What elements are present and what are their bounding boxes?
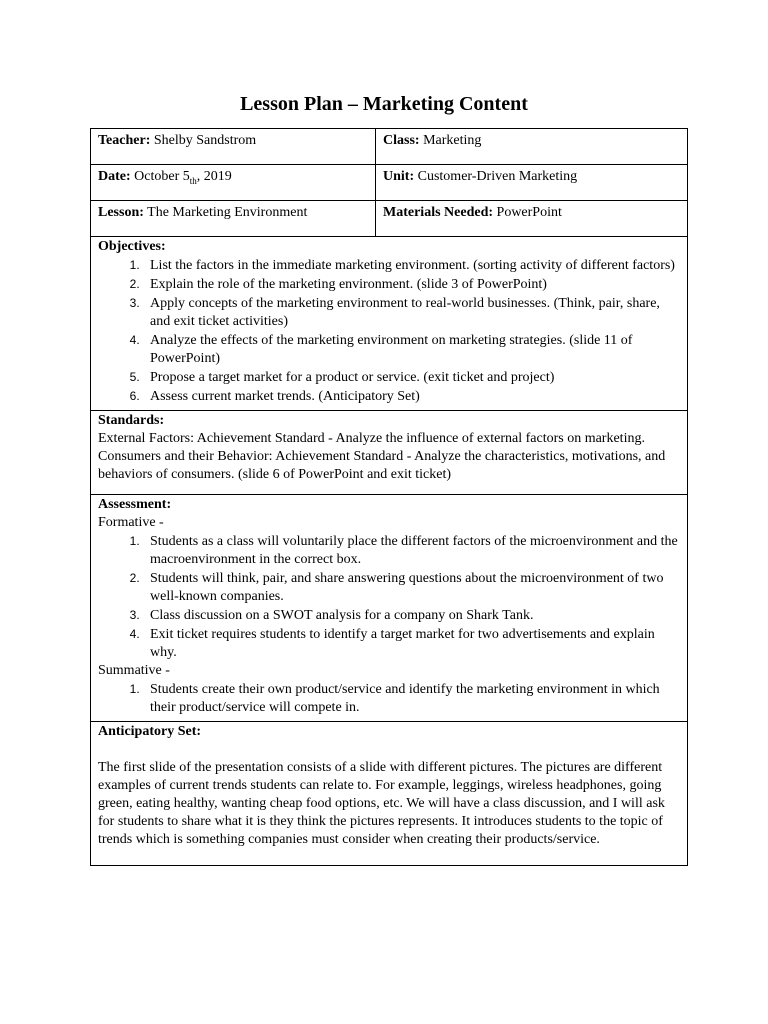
date-cell — [91, 165, 376, 200]
standard-consumers: Consumers and their Behavior: Achievement Standard - Analyze the characteristics, motivations, and behaviors of consumers. (slide 6 of PowerPoint and exit ticket) — [98, 449, 666, 482]
objective-item: 2. Explain the role of the marketing environment. (slide 3 of PowerPoint) — [143, 275, 680, 294]
assessment-section — [91, 495, 687, 722]
formative-list — [98, 532, 680, 662]
page-title: Lesson Plan – Marketing Content — [240, 93, 528, 115]
unit-label: Unit: — [383, 169, 415, 184]
lesson-label: Lesson: — [98, 205, 144, 220]
unit-cell — [376, 165, 687, 200]
formative-label: Formative - — [98, 515, 164, 530]
objective-item: 3. Apply concepts of the marketing environment to real-world businesses. (Think, pair, share, and exit ticket activities) — [143, 294, 680, 331]
objectives-list — [98, 256, 680, 406]
standards-heading: Standards: — [98, 413, 165, 428]
formative-item: 1. Students as a class will voluntarily place the different factors of the microenvironment and the macroenvironment in the correct box. — [143, 532, 680, 569]
formative-item: 2. Students will think, pair, and share answering questions about the microenvironment of two well-known companies. — [143, 569, 680, 606]
lesson-value: The Marketing Environment — [143, 205, 308, 220]
teacher-label: Teacher: — [98, 133, 151, 148]
date-value: October 5 — [130, 169, 190, 184]
objectives-heading: Objectives: — [98, 239, 166, 254]
class-value: Marketing — [419, 133, 482, 148]
anticipatory-heading: Anticipatory Set: — [98, 724, 202, 739]
class-cell — [376, 129, 687, 164]
materials-label: Materials Needed: — [383, 205, 494, 220]
lesson-cell — [91, 201, 376, 236]
formative-item: 3. Class discussion on a SWOT analysis for a company on Shark Tank. — [143, 606, 680, 625]
date-label: Date: — [98, 169, 131, 184]
spacer — [98, 741, 680, 759]
standards-section — [91, 411, 687, 495]
anticipatory-set-section — [91, 722, 687, 865]
summative-list — [98, 680, 680, 717]
objective-item: 4. Analyze the effects of the marketing environment on marketing strategies. (slide 11 of PowerPoint) — [143, 331, 680, 368]
teacher-cell — [91, 129, 376, 164]
class-label: Class: — [383, 133, 420, 148]
date-year: , 2019 — [196, 169, 232, 184]
materials-value: PowerPoint — [493, 205, 562, 220]
summative-item: 1. Students create their own product/service and identify the marketing environment in which their product/service will compete in. — [143, 680, 680, 717]
anticipatory-text: The first slide of the presentation consists of a slide with different pictures. The pictures are different examples of current trends students can relate to. For example, leggings, wireless headphones, going green, eating healthy, wanting cheap food options, etc. We will have a class discussion, and I will ask for students to share what it is they think the pictures represents. It introduces students to the topic of trends which is something companies must consider when creating their products/service. — [98, 760, 665, 847]
lesson-plan-table — [90, 128, 688, 866]
formative-item: 4. Exit ticket requires students to identify a target market for two advertisements and explain why. — [143, 625, 680, 662]
date-ordinal: th — [189, 175, 197, 186]
header-row-teacher — [91, 129, 687, 165]
objectives-section — [91, 237, 687, 411]
materials-cell — [376, 201, 687, 236]
teacher-value: Shelby Sandstrom — [150, 133, 257, 148]
objective-item: 1. List the factors in the immediate marketing environment. (sorting activity of different factors) — [143, 256, 680, 275]
standard-external-factors: External Factors: Achievement Standard - Analyze the influence of external factors on marketing. — [98, 431, 645, 446]
objective-item: 5. Propose a target market for a product or service. (exit ticket and project) — [143, 368, 680, 387]
assessment-heading: Assessment: — [98, 497, 172, 512]
objective-item: 6. Assess current market trends. (Anticipatory Set) — [143, 387, 680, 406]
header-row-lesson — [91, 201, 687, 237]
header-row-date — [91, 165, 687, 201]
summative-label: Summative - — [98, 663, 170, 678]
unit-value: Customer-Driven Marketing — [414, 169, 578, 184]
